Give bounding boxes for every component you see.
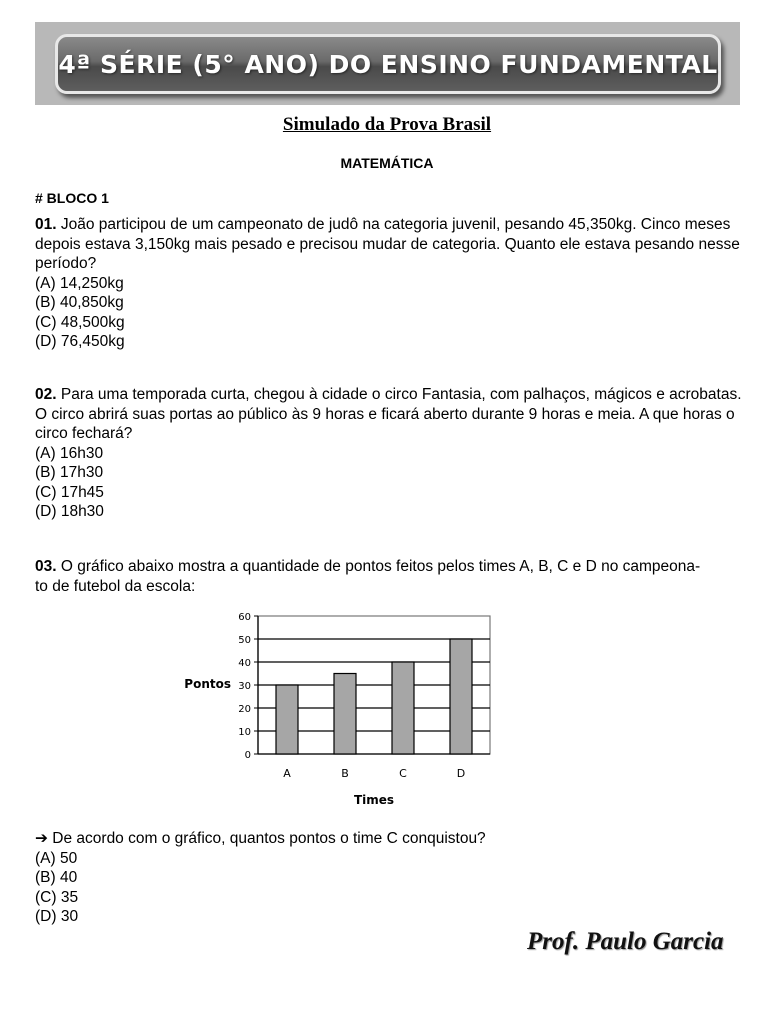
bar-c bbox=[392, 662, 414, 754]
bar-a bbox=[276, 685, 298, 754]
y-tick-label: 10 bbox=[238, 727, 251, 738]
author-signature: Prof. Paulo Garcia bbox=[527, 928, 724, 955]
question-text-line1: O gráfico abaixo mostra a quantidade de pontos feitos pelos times A, B, C e D no campeona- bbox=[56, 558, 701, 575]
option-b: (B) 40,850kg bbox=[35, 294, 124, 311]
option-a: (A) 16h30 bbox=[35, 444, 104, 462]
question-number: 03. bbox=[35, 558, 57, 575]
option-a: (A) 50 bbox=[35, 849, 78, 867]
option-d: (D) 30 bbox=[35, 908, 79, 925]
question-01 bbox=[35, 215, 745, 352]
x-tick-label: C bbox=[399, 767, 407, 780]
x-tick-label: B bbox=[341, 767, 349, 780]
question-number: 02. bbox=[35, 386, 57, 403]
x-axis-label: Times bbox=[353, 793, 395, 807]
question-text: Para uma temporada curta, chegou à cidade o circo Fantasia, com palhaços, mágicos e acrobatas. O circo abrirá suas portas ao público às 9 horas e ficará aberto durante 9 horas e meia. A que horas o circo fechará? bbox=[35, 386, 742, 442]
option-c: (C) 17h45 bbox=[35, 483, 104, 501]
question-03-prompt bbox=[35, 829, 745, 927]
question-03 bbox=[35, 557, 745, 596]
y-axis-label: Pontos bbox=[184, 677, 231, 691]
question-02 bbox=[35, 385, 745, 522]
points-chart bbox=[170, 608, 500, 813]
question-text-line2: to de futebol da escola: bbox=[35, 577, 196, 595]
y-tick-label: 40 bbox=[238, 658, 251, 669]
document-title: Simulado da Prova Brasil bbox=[282, 114, 492, 135]
question-number: 01. bbox=[35, 216, 57, 233]
x-tick-label: D bbox=[456, 767, 466, 780]
option-a: (A) 14,250kg bbox=[35, 274, 124, 292]
header-plate bbox=[55, 34, 721, 94]
y-tick-label: 60 bbox=[238, 612, 251, 623]
x-tick-label: A bbox=[283, 767, 291, 780]
option-b: (B) 17h30 bbox=[35, 464, 104, 481]
option-c: (C) 35 bbox=[35, 888, 79, 906]
option-d: (D) 18h30 bbox=[35, 503, 104, 520]
y-tick-label: 0 bbox=[244, 750, 251, 761]
question-text: João participou de um campeonato de judô na categoria juvenil, pesando 45,350kg. Cinco meses depois estava 3,150kg mais pesado e precisou mudar de categoria. Quanto ele estava pesando nesse período? bbox=[35, 216, 740, 272]
bar-chart-svg bbox=[170, 608, 500, 813]
option-c: (C) 48,500kg bbox=[35, 313, 125, 331]
block-label: # BLOCO 1 bbox=[35, 190, 109, 206]
prompt-text: ➔ De acordo com o gráfico, quantos pontos o time C conquistou? bbox=[35, 830, 486, 847]
grade-title: 4ª SÉRIE (5° ANO) DO ENSINO FUNDAMENTAL bbox=[58, 49, 718, 79]
y-tick-label: 20 bbox=[238, 704, 251, 715]
y-tick-label: 30 bbox=[238, 681, 251, 692]
bar-b bbox=[334, 674, 356, 755]
option-d: (D) 76,450kg bbox=[35, 333, 125, 350]
bar-d bbox=[450, 639, 472, 754]
option-b: (B) 40 bbox=[35, 869, 78, 886]
subject-heading: MATEMÁTICA bbox=[340, 155, 434, 171]
y-tick-label: 50 bbox=[238, 635, 251, 646]
header-banner bbox=[35, 22, 740, 105]
